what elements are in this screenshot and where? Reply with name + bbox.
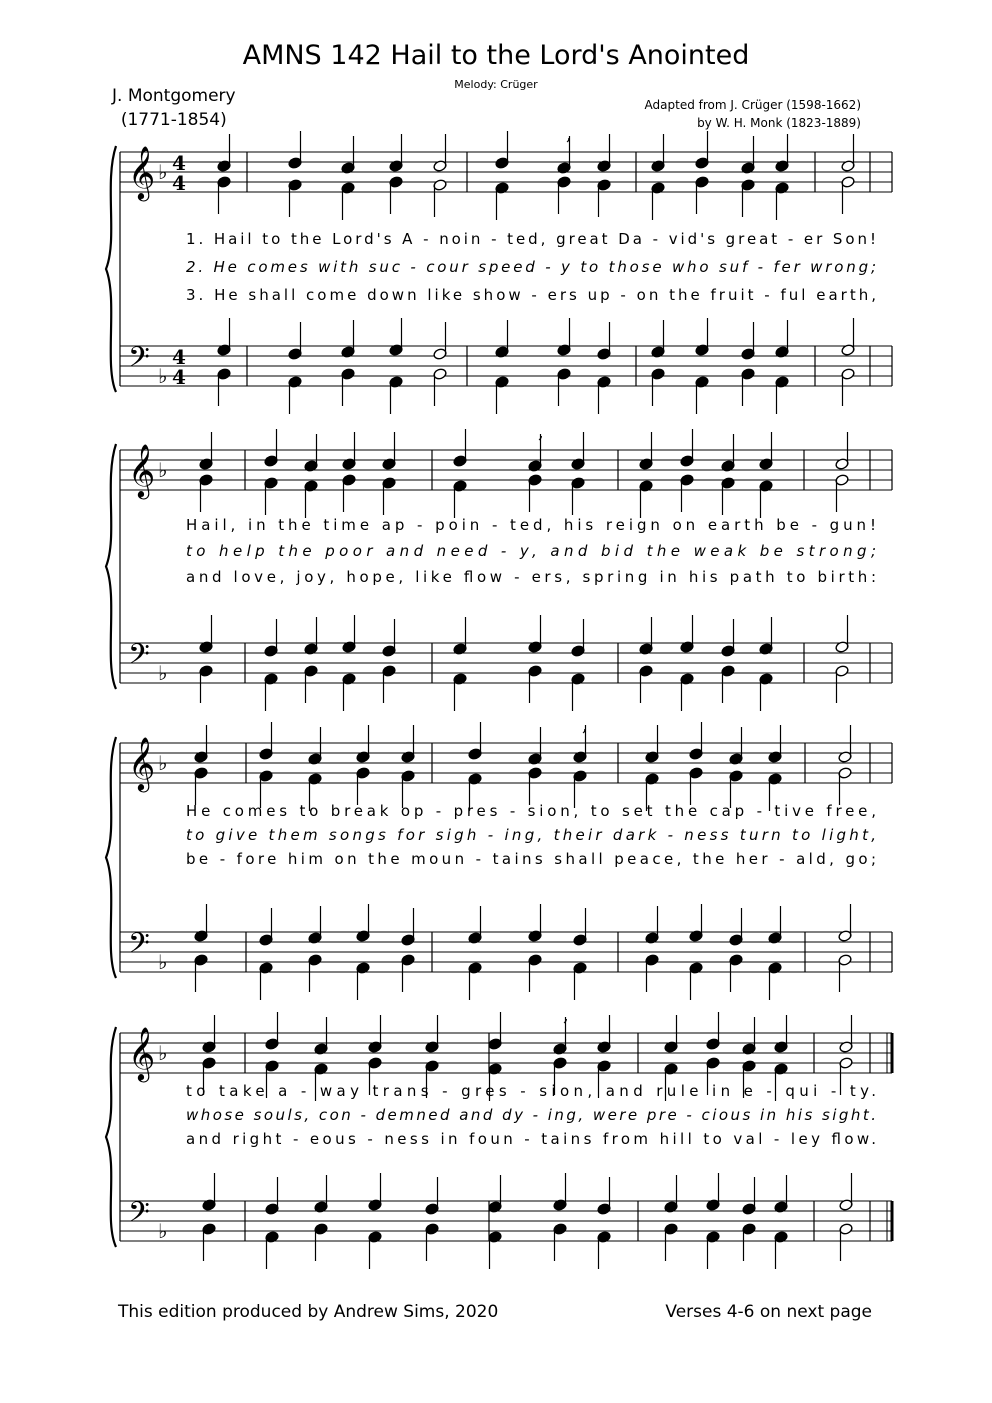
breath-mark-icon: ,	[538, 422, 544, 443]
lyric-line-verse-3: and love, joy, hope, like flow - ers, spring in his path to birth:	[186, 568, 876, 586]
composer-line-2: by W. H. Monk (1823-1889)	[697, 116, 861, 130]
lyric-line-verse-3: and right - eous - ness in foun - tains from hill to val - ley flow.	[186, 1130, 877, 1148]
composer-line-1: Adapted from J. Crüger (1598-1662)	[644, 98, 861, 112]
key-signature-flat-icon: ♭	[158, 160, 168, 184]
key-signature-flat-icon: ♭	[158, 364, 168, 388]
lyric-line-verse-1: 1. Hail to the Lord's A - noin - ted, great Da - vid's great - er Son!	[186, 230, 877, 248]
system-brace	[106, 737, 116, 978]
lyric-line-verse-3: 3. He shall come down like show - ers up - on the fruit - ful earth,	[186, 286, 877, 304]
key-signature-flat-icon: ♭	[158, 458, 168, 482]
melody-credit: Melody: Crüger	[454, 78, 538, 91]
lyric-line-verse-1: He comes to break op - pres - sion, to set the cap - tive free,	[186, 802, 877, 820]
bass-clef-icon: 𝄢	[128, 927, 150, 967]
key-signature-flat-icon: ♭	[158, 1219, 168, 1243]
lyric-line-verse-1: to take a - way trans - gres - sion, and rule in e - qui - ty.	[186, 1082, 877, 1100]
bass-clef-icon: 𝄢	[128, 638, 150, 678]
treble-clef-icon: 𝄞	[128, 736, 156, 790]
time-signature-digit: 4	[172, 151, 186, 175]
lyric-line-verse-2: to help the poor and need - y, and bid the weak be strong;	[186, 542, 877, 560]
time-signature-digit: 4	[172, 171, 186, 195]
time-signature-digit: 4	[172, 365, 186, 389]
page-title: AMNS 142 Hail to the Lord's Anointed	[242, 40, 750, 71]
poet-dates: (1771-1854)	[120, 110, 227, 130]
lyric-line-verse-2: 2. He comes with suc - cour speed - y to those who suf - fer wrong;	[186, 258, 876, 276]
lyric-line-verse-2: to give them songs for sigh - ing, their dark - ness turn to light,	[186, 826, 877, 844]
treble-clef-icon: 𝄞	[128, 443, 156, 497]
poet-name: J. Montgomery	[112, 86, 236, 106]
system-brace	[106, 1027, 116, 1247]
system-brace	[106, 444, 116, 689]
footer-edition-credit: This edition produced by Andrew Sims, 2020	[118, 1302, 499, 1322]
lyric-line-verse-2: whose souls, con - demned and dy - ing, were pre - cious in his sight.	[186, 1106, 876, 1124]
time-signature-digit: 4	[172, 345, 186, 369]
key-signature-flat-icon: ♭	[158, 661, 168, 685]
treble-clef-icon: 𝄞	[128, 1026, 156, 1080]
system-brace	[106, 146, 116, 392]
treble-clef-icon: 𝄞	[128, 145, 156, 199]
key-signature-flat-icon: ♭	[158, 950, 168, 974]
breath-mark-icon: ,	[582, 715, 588, 736]
key-signature-flat-icon: ♭	[158, 751, 168, 775]
footer-next-page-note: Verses 4-6 on next page	[665, 1302, 872, 1322]
breath-mark-icon: ,	[566, 124, 572, 145]
lyric-line-verse-1: Hail, in the time ap - poin - ted, his reign on earth be - gun!	[186, 516, 876, 534]
bass-clef-icon: 𝄢	[128, 1196, 150, 1236]
lyric-line-verse-3: be - fore him on the moun - tains shall peace, the her - ald, go;	[186, 850, 876, 868]
key-signature-flat-icon: ♭	[158, 1041, 168, 1065]
bass-clef-icon: 𝄢	[128, 341, 150, 381]
breath-mark-icon: ,	[563, 1005, 569, 1026]
